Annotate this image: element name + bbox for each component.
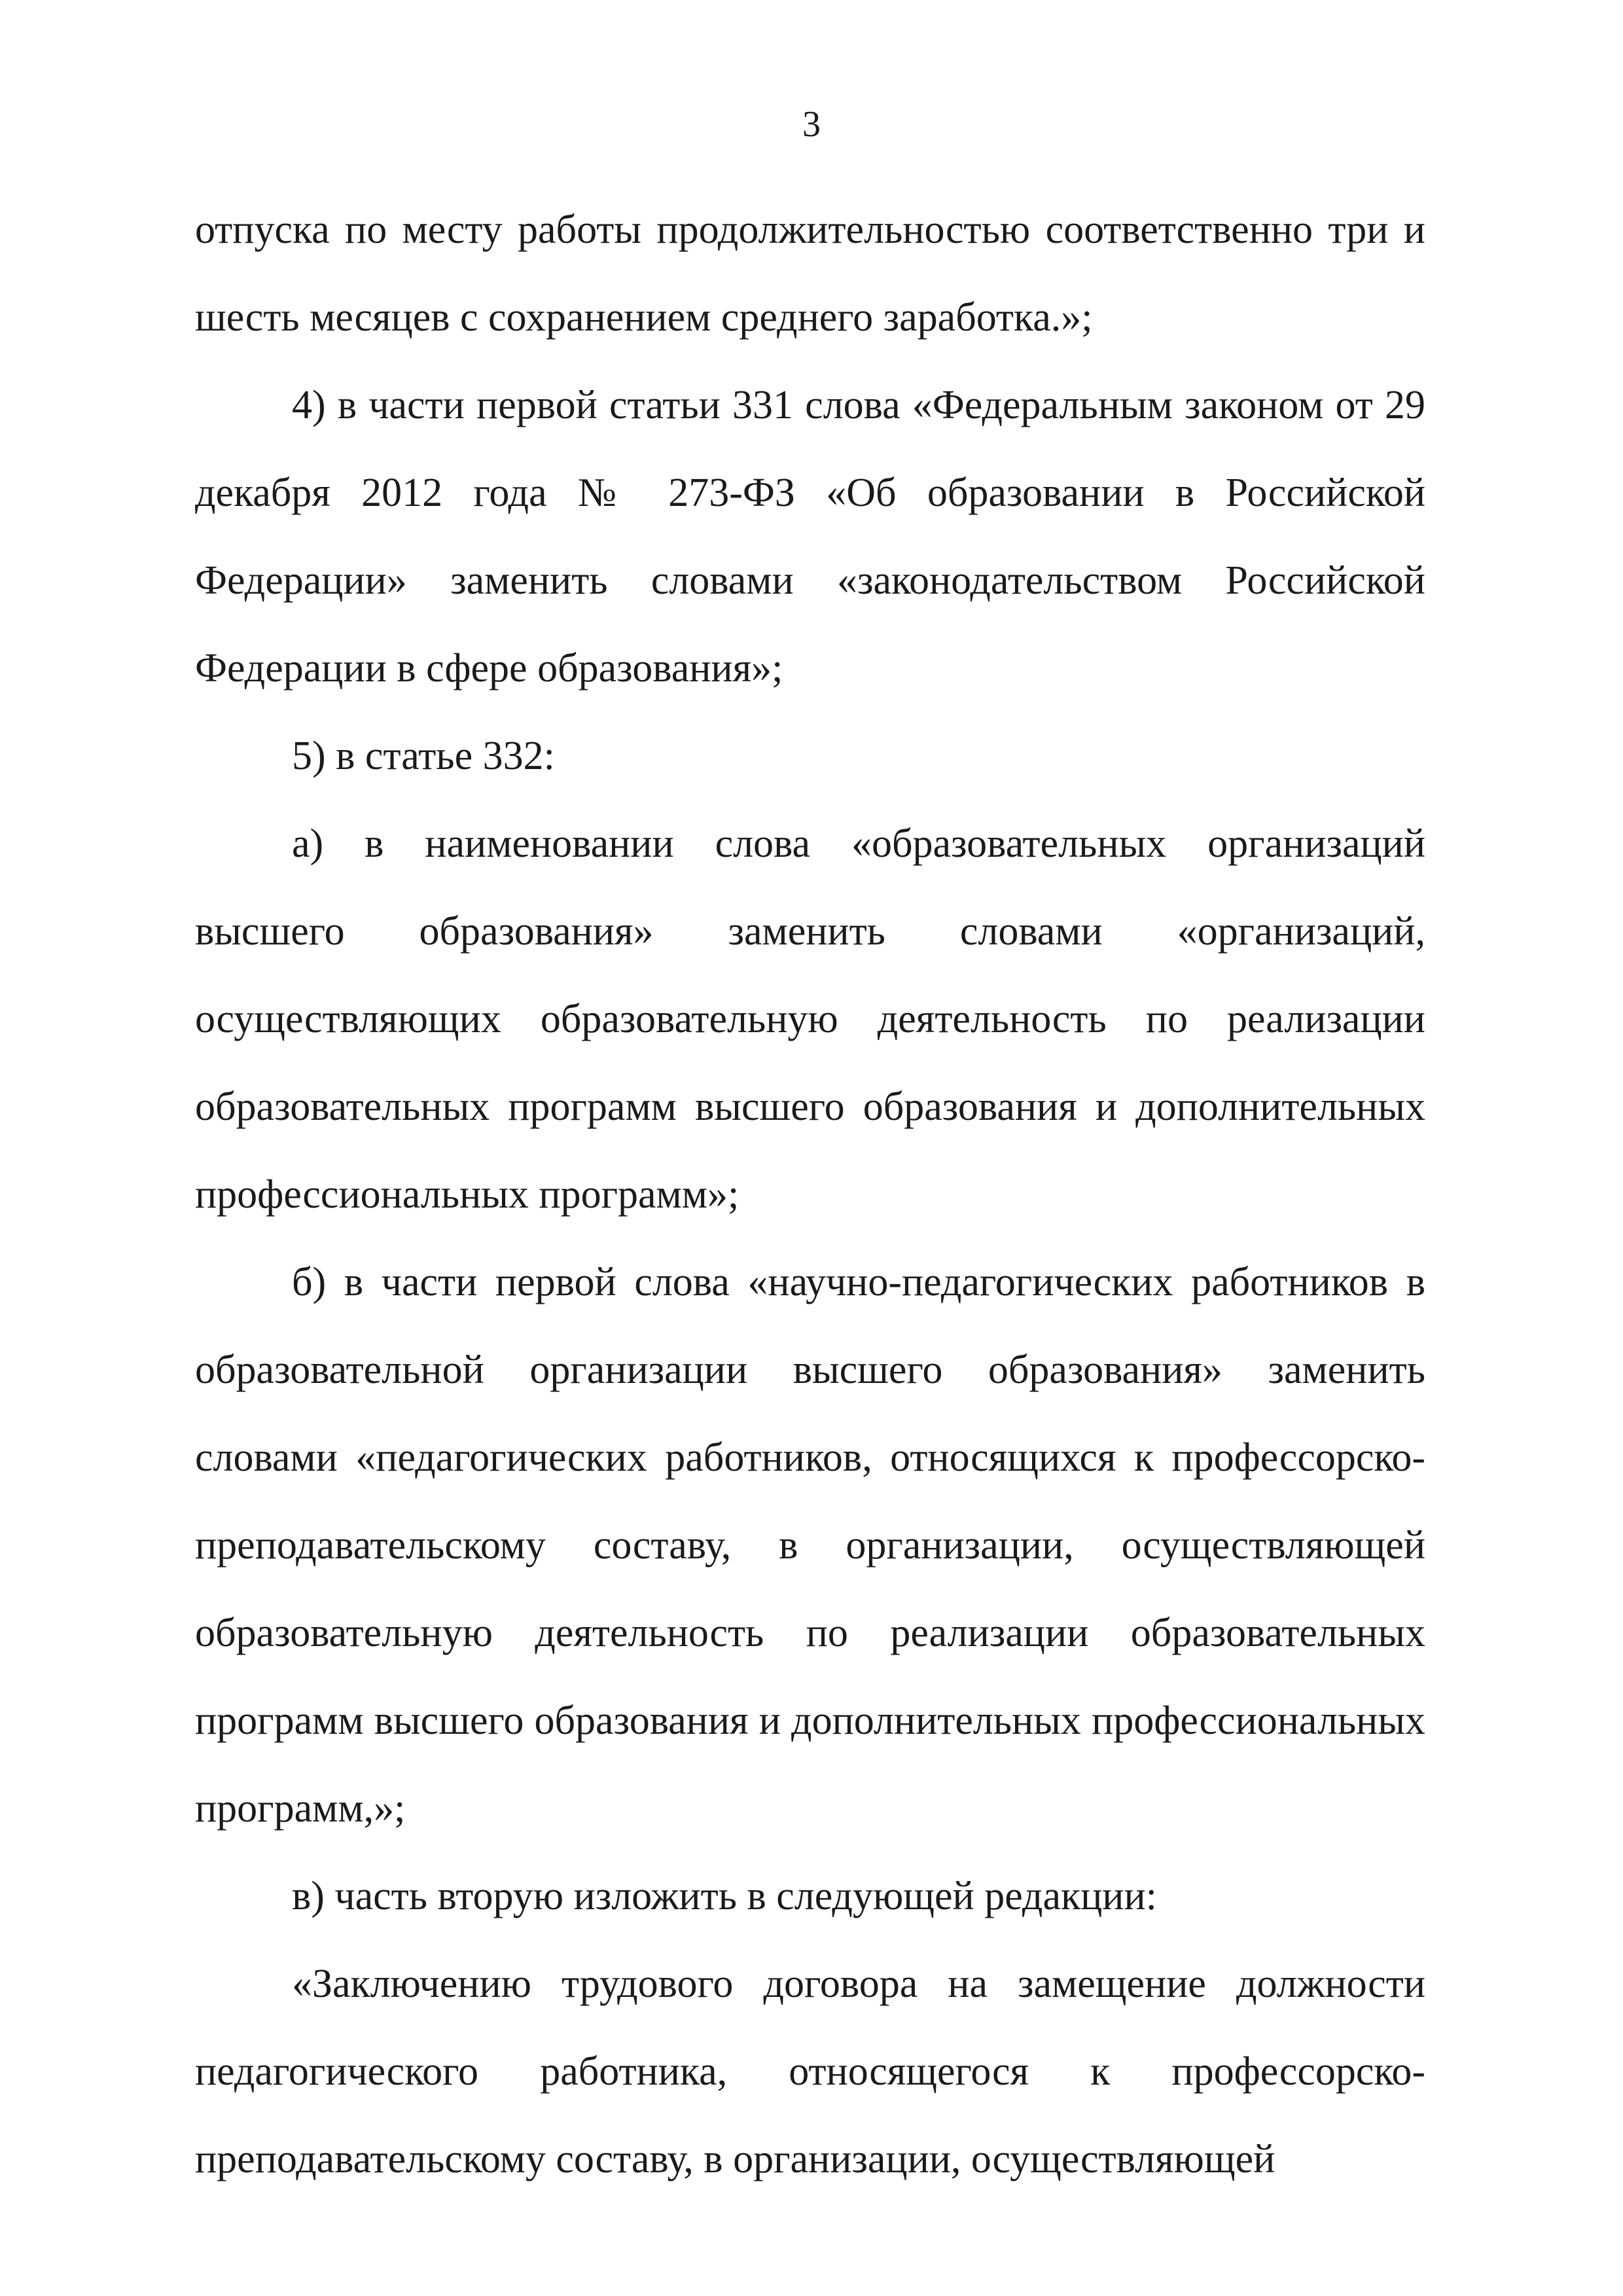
paragraph-item-5: 5) в статье 332: <box>292 734 555 778</box>
document-body <box>195 186 1425 2203</box>
page-number: 3 <box>802 104 821 145</box>
paragraph-new-text-quote: «Заключению трудового договора на замещение должности педагогического работника, относящегося к профессорско-преподавательскому составу, в организации, осуществляющей <box>195 1962 1425 2181</box>
paragraph-vacation-continuation: отпуска по месту работы продолжительностью соответственно три и шесть месяцев с сохранением среднего заработка.»; <box>195 207 1425 340</box>
paragraph-subitem-v: в) часть вторую изложить в следующей редакции: <box>292 1874 1157 1918</box>
paragraph-subitem-a: а) в наименовании слова «образовательных организаций высшего образования» заменить словами «организаций, осуществляющих образовательную деятельность по реализации образовательных программ высшего образования и дополнительных профессиональных программ»; <box>195 821 1425 1217</box>
paragraph-subitem-b: б) в части первой слова «научно-педагогических работников в образовательной организации высшего образования» заменить словами «педагогических работников, относящихся к профессорско-преподавательскому составу, в организации, осуществляющей образовательную деятельность по реализации образовательных программ высшего образования и дополнительных профессиональных программ,»; <box>195 1260 1425 1831</box>
paragraph-item-4: 4) в части первой статьи 331 слова «Федеральным законом от 29 декабря 2012 года № 273-ФЗ «Об образовании в Российской Федерации» заменить словами «законодательством Российской Федерации в сфере образования»; <box>195 383 1425 691</box>
